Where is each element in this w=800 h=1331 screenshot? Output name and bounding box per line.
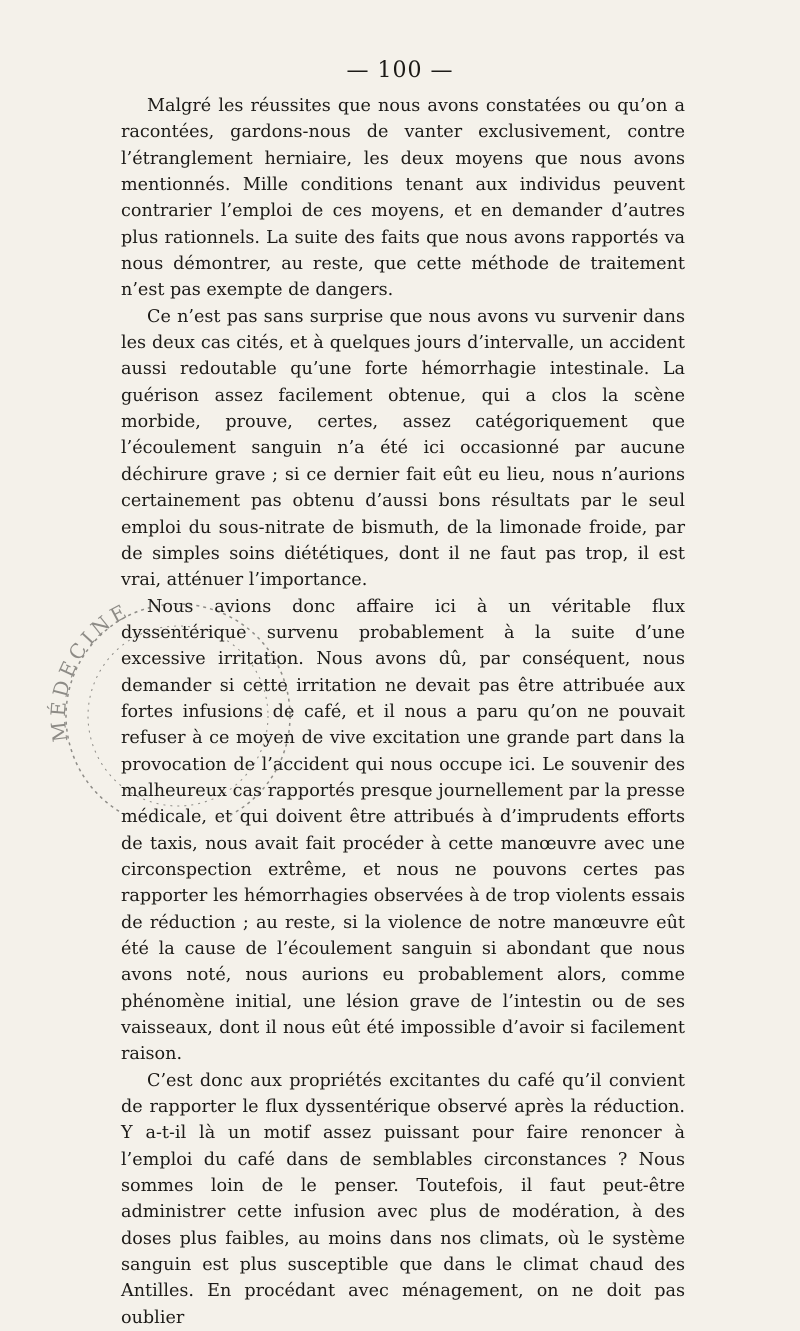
paragraph: Ce n’est pas sans surprise que nous avons vu survenir dans les deux cas cités, et à quelques jours d’intervalle, un accident aussi redoutable qu’une forte hémorrhagie intestinale. La guérison assez facilement obtenue, qui a clos la scène morbide, prouve, certes, assez catégoriquement que l’écoulement sanguin n’a été ici occasionné par aucune déchirure grave ; si ce dernier fait eût eu lieu, nous n’aurions certainement pas obtenu d’aussi bons résultats par le seul emploi du sous-nitrate de bismuth, de la limonade froide, par de simples soins diététiques, dont il ne faut pas trop, il est vrai, atténuer l’importance. <box>121 306 685 591</box>
paragraph: Malgré les réussites que nous avons constatées ou qu’on a racontées, gardons-nous de vanter exclusivement, contre l’étranglement herniaire, les deux moyens que nous avons mentionnés. Mille conditions tenant aux individus peuvent contrarier l’emploi de ces moyens, et en demander d’autres plus rationnels. La suite des faits que nous avons rapportés va nous démontrer, au reste, que cette méthode de traitement n’est pas exempte de dangers. <box>121 96 685 301</box>
paragraph: C’est donc aux propriétés excitantes du café qu’il convient de rapporter le flux dyssentérique observé après la réduction. Y a-t-il là un motif assez puissant pour faire renoncer à l’emploi du café dans de semblables circonstances ? Nous sommes loin de le penser. Toutefois, il faut peut-être administrer cette infusion avec plus de modération, à des doses plus faibles, au moins dans nos climats, où le système sanguin est plus susceptible que dans le climat chaud des Antilles. En procédant avec ménagement, on ne doit pas oublier <box>121 1070 685 1328</box>
page-number-header: — 100 — <box>346 58 454 83</box>
body-text <box>121 93 685 1331</box>
paragraph: Nous avions donc affaire ici à un véritable flux dyssentérique survenu probablement à la suite d’une excessive irritation. Nous avons dû, par conséquent, nous demander si cette irritation ne devait pas être attribuée aux fortes infusions de café, et il nous a paru qu’on ne pouvait refuser à ce moyen de vive excitation une grande part dans la provocation de l’accident qui nous occupe ici. Le souvenir des malheureux cas rapportés presque journellement par la presse médicale, et qui doivent être attribués à d’imprudents efforts de taxis, nous avait fait procéder à cette manœuvre avec une circonspection extrême, et nous ne pouvons certes pas rapporter les hémorrhagies observées à de trop violents essais de réduction ; au reste, si la violence de notre manœuvre eût été la cause de l’écoulement sanguin si abondant que nous avons noté, nous aurions eu probablement alors, comme phénomène initial, une lésion grave de l’intestin ou de ses vaisseaux, dont il nous eût été impossible d’avoir si facilement raison. <box>121 596 685 1065</box>
stamp-text: MÉDECINE <box>45 597 134 744</box>
